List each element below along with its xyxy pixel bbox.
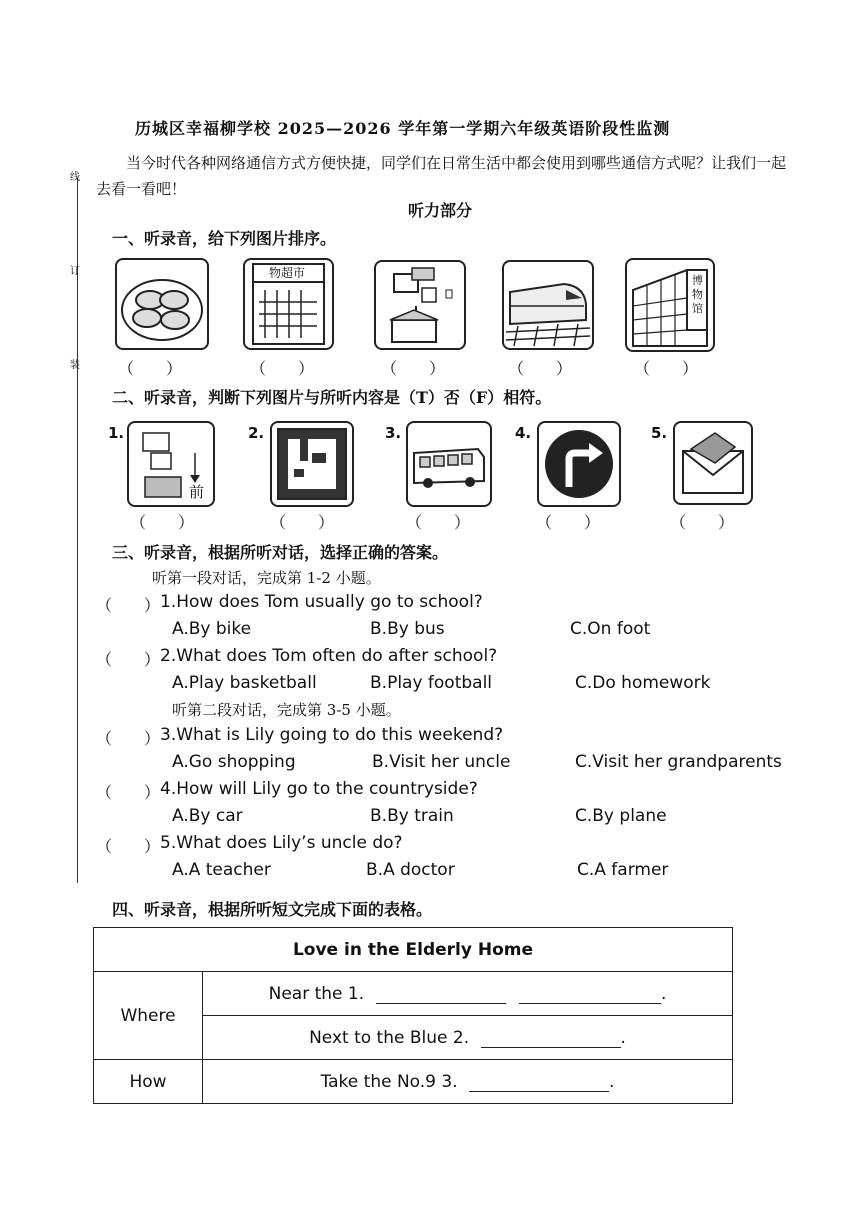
q2-option-a: A.Play basketball [172,673,317,693]
q3-option-c: C.Visit her grandparents [575,752,782,772]
item-number-2: 2. [248,424,265,442]
answer-table [93,927,733,1104]
picture-supermarket [243,258,334,350]
part1-title: 一、听录音，给下列图片排序。 [112,229,337,248]
row-near [203,972,733,1016]
mooncakes-icon [117,260,207,348]
letter-icon [675,423,751,503]
row-next-to [203,1016,733,1060]
blank-3[interactable] [469,1075,609,1092]
picture-museum [625,258,715,352]
item-number-1: 1. [108,424,125,442]
answer-paren-1-3[interactable]: （ ） [381,359,446,378]
map-icon [272,423,352,505]
page-title: 历城区幸福柳学校 2025—2026 学年第一学期六年级英语阶段性监测 [135,119,671,138]
row-take [203,1060,733,1104]
question-1: 1.How does Tom usually go to school? [160,592,483,612]
q3-option-a: A.Go shopping [172,752,296,772]
question-2: 2.What does Tom often do after school? [160,646,498,666]
margin-mark-zhuang: 装 [70,360,80,371]
picture-mooncakes [115,258,209,350]
q4-option-b: B.By train [370,806,454,826]
go-straight-label: 前 [189,483,205,501]
blank-1a[interactable] [376,987,506,1004]
q4-option-a: A.By car [172,806,243,826]
train-icon [504,262,592,348]
q5-option-b: B.A doctor [366,860,455,880]
q5-option-c: C.A farmer [577,860,669,880]
picture-go-straight [127,421,215,507]
binding-line [77,178,78,883]
q1-option-b: B.By bus [370,619,445,639]
answer-paren-3-3[interactable]: （ ） [96,729,161,748]
answer-paren-3-4[interactable]: （ ） [96,783,161,802]
row-near-text: Near the 1. [268,983,365,1004]
how-label: How [94,1060,203,1104]
picture-letter [673,421,753,505]
q4-option-c: C.By plane [575,806,667,826]
supermarket-sign: 物超市 [269,266,306,280]
q5-option-a: A.A teacher [172,860,271,880]
item-number-4: 4. [515,424,532,442]
answer-paren-3-5[interactable]: （ ） [96,837,161,856]
answer-paren-1-1[interactable]: （ ） [118,359,183,378]
answer-paren-3-1[interactable]: （ ） [96,596,161,615]
q1-option-a: A.By bike [172,619,252,639]
question-3: 3.What is Lily going to do this weekend? [160,725,504,745]
answer-paren-1-5[interactable]: （ ） [634,359,699,378]
q3-option-b: B.Visit her uncle [372,752,511,772]
picture-buildings [374,260,466,350]
part2-title: 二、听录音，判断下列图片与所听内容是（T）否（F）相符。 [112,388,552,407]
q2-option-b: B.Play football [370,673,493,693]
margin-mark-xian: 线 [70,172,80,183]
blank-1b[interactable] [519,987,661,1004]
part3-title: 三、听录音，根据所听对话，选择正确的答案。 [112,543,449,562]
museum-sign: 博物馆 [692,274,703,315]
picture-bus [406,421,492,507]
row-take-text: Take the No.9 3. [320,1071,458,1092]
buildings-map-icon [376,262,464,348]
intro-paragraph: 当今时代各种网络通信方式方便快捷，同学们在日常生活中都会使用到哪些通信方式呢？让我们一起去看一看吧！ [96,154,787,198]
question-5: 5.What does Lily’s uncle do? [160,833,403,853]
section-title: 听力部分 [408,201,473,220]
answer-paren-1-2[interactable]: （ ） [250,359,315,378]
dialog1-instruction: 听第一段对话，完成第 1-2 小题。 [152,569,381,587]
margin-mark-ding: 订 [70,266,80,277]
q1-option-c: C.On foot [570,619,651,639]
answer-paren-2-1[interactable]: （ ） [130,513,195,532]
picture-train [502,260,594,350]
turn-right-sign-icon [539,423,619,505]
blank-2[interactable] [481,1031,621,1048]
item-number-3: 3. [385,424,402,442]
q2-option-c: C.Do homework [575,673,711,693]
table-heading: Love in the Elderly Home [94,928,733,972]
answer-paren-2-4[interactable]: （ ） [536,513,601,532]
answer-paren-2-5[interactable]: （ ） [670,513,735,532]
bus-icon [408,423,490,505]
answer-paren-1-4[interactable]: （ ） [508,359,573,378]
picture-map [270,421,354,507]
row-near-period: . [660,983,667,1004]
answer-paren-2-2[interactable]: （ ） [270,513,335,532]
answer-paren-3-2[interactable]: （ ） [96,650,161,669]
row-next-to-text: Next to the Blue 2. [309,1027,470,1048]
part4-title: 四、听录音，根据所听短文完成下面的表格。 [112,900,433,919]
dialog2-instruction: 听第二段对话，完成第 3-5 小题。 [172,701,401,719]
where-label: Where [94,972,203,1060]
row-take-period: . [609,1071,615,1092]
question-4: 4.How will Lily go to the countryside? [160,779,478,799]
row-next-to-period: . [620,1027,626,1048]
item-number-5: 5. [651,424,668,442]
answer-paren-2-3[interactable]: （ ） [406,513,471,532]
picture-turn-right-sign [537,421,621,507]
